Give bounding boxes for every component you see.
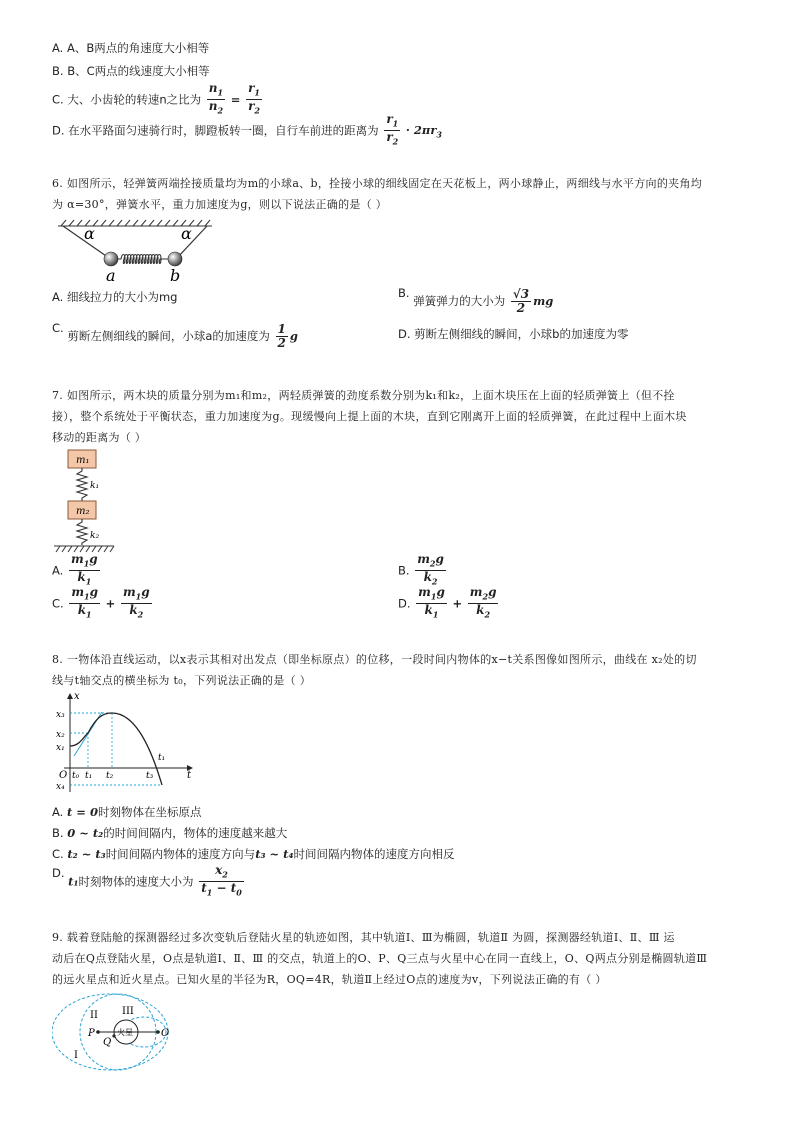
point-P bbox=[96, 1030, 100, 1034]
q8-option-c-math2: t₃ ~ t₄ bbox=[255, 847, 294, 861]
q6-spring-balls-figure bbox=[55, 218, 215, 286]
q5-option-c-label: C. 大、小齿轮的转速n之比为 bbox=[52, 92, 202, 107]
spring-k1 bbox=[77, 468, 87, 501]
origin-label: O bbox=[59, 770, 68, 781]
q7-option-b bbox=[398, 553, 448, 589]
q7-option-c-label: C. bbox=[52, 596, 64, 611]
q8-option-a-math: t = 0 bbox=[66, 805, 98, 819]
q7-option-a bbox=[52, 553, 102, 589]
tick-t2: t₂ bbox=[106, 771, 114, 781]
tick-t0: t₀ bbox=[72, 771, 80, 781]
q8-option-a bbox=[52, 805, 201, 820]
q7-stem-line2: 接），整个系统处于平衡状态，重力加速度为g。现缓慢向上提上面的木块，直到它刚离开上面的轻质弹簧，在此过程中上面木块 bbox=[52, 410, 687, 423]
q6-stem-line2: 为 α=30°，弹簧水平，重力加速度为g，则以下说法正确的是（ ） bbox=[52, 198, 388, 211]
alpha-right-label: α bbox=[181, 224, 192, 243]
q8-option-b-label: B. bbox=[52, 826, 64, 840]
q7-stem-line1: 7. 如图所示，两木块的质量分别为m₁和m₂，两轻质弹簧的劲度系数分别为k₁和k₂，上面木块压在上面的轻质弹簧上（但不拴 bbox=[52, 389, 675, 402]
q7-option-d-label: D. bbox=[398, 596, 411, 611]
x-axis-label: x bbox=[74, 691, 80, 702]
orbit-I-label: I bbox=[74, 1050, 78, 1061]
q6-option-c: C. 剪断左侧细线的瞬间，小球a的加速度为 $\frac{1}{2}$ g bbox=[52, 321, 298, 350]
orbit-II-label: II bbox=[90, 1010, 98, 1021]
q7-option-c: C. $\frac{m_1g}{k_1}$ + $\frac{m_1g}{k_2}$ bbox=[52, 585, 150, 620]
ball-b-label: b bbox=[170, 266, 181, 285]
q9-stem-line1: 9. 载着登陆舱的探测器经过多次变轨后登陆火星的轨迹如图，其中轨道Ⅰ、Ⅲ为椭圆，轨道Ⅱ 为圆，探测器经轨道Ⅰ、Ⅱ、Ⅲ 运 bbox=[52, 931, 675, 944]
fraction-m2g-over-k2-d: $\frac{m_2g}{k_2}$ bbox=[469, 585, 497, 620]
q7-blocks-springs-figure bbox=[52, 448, 116, 554]
t-axis-label: t bbox=[187, 770, 192, 781]
q6-option-b-text: 弹簧弹力的大小为 bbox=[413, 294, 506, 308]
q6-option-c-label: C. bbox=[52, 321, 64, 335]
q8-option-d-math: t₁ bbox=[68, 874, 79, 889]
point-O-label: O bbox=[161, 1028, 170, 1039]
q7-option-d: D. $\frac{m_1g}{k_1}$ + $\frac{m_2g}{k_2}$ bbox=[398, 585, 497, 620]
tick-x3: x₃ bbox=[56, 710, 65, 720]
fraction-m1g-over-k1: $\frac{m_1g}{k_1}$ bbox=[70, 552, 98, 587]
ball-b bbox=[168, 252, 182, 266]
fraction-m1g-over-k2-c: $\frac{m_1g}{k_2}$ bbox=[122, 585, 150, 620]
planet-label: 火星 bbox=[117, 1028, 133, 1037]
tick-t1: t₁ bbox=[85, 771, 93, 781]
q8-option-c-math1: t₂ ~ t₃ bbox=[67, 847, 106, 861]
q8-stem-line1: 8. 一物体沿直线运动，以x表示其相对出发点（即坐标原点）的位移，一段时间内物体的x−t关系图像如图所示，曲线在 x₂处的切 bbox=[52, 653, 697, 666]
ball-a-label: a bbox=[106, 266, 116, 285]
q8-option-d-text: 时刻物体的速度大小为 bbox=[78, 874, 194, 889]
point-Q-label: Q bbox=[103, 1037, 112, 1048]
fraction-x2-over-t1-t0: $\frac{x_2}{t_1 - t_0}$ bbox=[201, 863, 242, 898]
q6-stem bbox=[52, 173, 752, 215]
q7-stem-line3: 移动的距离为（ ） bbox=[52, 431, 147, 444]
tick-x1: x₁ bbox=[56, 743, 65, 753]
q8-option-d-label: D. bbox=[52, 866, 65, 881]
q6-option-a: A. 细线拉力的大小为mg bbox=[52, 290, 178, 304]
q8-option-b-text: 的时间间隔内，物体的速度越来越大 bbox=[103, 826, 288, 840]
fraction-m1g-over-k1-c: $\frac{m_1g}{k_1}$ bbox=[71, 585, 99, 620]
spring bbox=[117, 255, 169, 264]
fraction-n1-n2: $\frac{n_1}{n_2}$ bbox=[208, 81, 224, 116]
q5-option-d-label: D. 在水平路面匀速骑行时，脚蹬板转一圈，自行车前进的距离为 bbox=[52, 123, 379, 138]
q8-option-d bbox=[52, 864, 246, 900]
q6-option-b: B. 弹簧弹力的大小为 $\frac{√3}{2}$ mg bbox=[398, 286, 554, 315]
ground-hatch bbox=[54, 546, 114, 552]
q8-option-a-label: A. bbox=[52, 805, 64, 819]
q5-option-d: D. 在水平路面匀速骑行时，脚蹬板转一圈，自行车前进的距离为 $\frac{r_1}{r_2}$ · $2\pi r_3$ bbox=[52, 112, 442, 147]
q8-option-b-math: 0 ~ t₂ bbox=[67, 826, 104, 840]
q6-option-b-label: B. bbox=[398, 286, 410, 300]
q8-option-c-label: C. bbox=[52, 847, 64, 861]
q8-stem bbox=[52, 649, 752, 691]
q8-stem-line2: 线与t轴交点的横坐标为 t₀，下列说法正确的是（ ） bbox=[52, 674, 312, 687]
point-O bbox=[156, 1030, 160, 1034]
fraction-sqrt3-over-2: $\frac{√3}{2}$ bbox=[512, 287, 530, 315]
q9-stem-line3: 的远火星点和近火星点。已知火星的半径为R，OQ=4R，轨道Ⅱ上经过O点的速度为v，下列说法正确的有（ ） bbox=[52, 973, 607, 986]
tangent-label-t1: t₁ bbox=[158, 753, 166, 763]
point-P-label: P bbox=[88, 1028, 95, 1039]
fraction-r1-r2: $\frac{r_1}{r_2}$ bbox=[248, 81, 260, 116]
block-m1-label: m₁ bbox=[76, 455, 90, 466]
q7-option-a-label: A. bbox=[52, 563, 64, 578]
fraction-r1-r2-d: $\frac{r_1}{r_2}$ bbox=[386, 112, 399, 147]
spring-k2-label: k₂ bbox=[90, 531, 100, 541]
q8-option-b bbox=[52, 826, 287, 841]
q5-option-b: B. B、C两点的线速度大小相等 bbox=[52, 64, 210, 78]
spring-k1-label: k₁ bbox=[90, 481, 100, 491]
q6-option-d: D. 剪断左侧细线的瞬间，小球b的加速度为零 bbox=[398, 327, 629, 341]
q9-stem-line2: 动后在Q点登陆火星，O点是轨道Ⅰ、Ⅱ、Ⅲ 的交点，轨道上的O、P、Q三点与火星中心在同一直线上，O、Q两点分别是椭圆轨道Ⅲ bbox=[52, 952, 708, 965]
orbit-III-label: III bbox=[122, 1006, 134, 1017]
fraction-1-over-2: $\frac{1}{2}$ bbox=[277, 322, 286, 350]
block-m2-label: m₂ bbox=[76, 506, 90, 517]
point-Q bbox=[112, 1034, 115, 1037]
q7-option-b-label: B. bbox=[398, 563, 410, 578]
q8-option-a-text: 时刻物体在坐标原点 bbox=[97, 805, 202, 819]
q9-stem bbox=[52, 927, 752, 990]
fraction-m1g-over-k1-d: $\frac{m_1g}{k_1}$ bbox=[418, 585, 445, 620]
q8-option-c-text1: 时间间隔内物体的速度方向与 bbox=[105, 847, 256, 861]
q9-orbits-figure bbox=[52, 992, 186, 1072]
ball-a bbox=[104, 252, 118, 266]
q8-option-c bbox=[52, 847, 455, 862]
fraction-m2g-over-k2: $\frac{m_2g}{k_2}$ bbox=[417, 552, 444, 587]
q7-stem bbox=[52, 385, 752, 448]
q6-option-c-text: 剪断左侧细线的瞬间，小球a的加速度为 bbox=[67, 329, 270, 343]
spring-k2 bbox=[77, 519, 87, 545]
alpha-left-label: α bbox=[84, 224, 95, 243]
q8-x-t-graph bbox=[52, 690, 198, 798]
tick-x4: x₄ bbox=[56, 782, 65, 792]
tick-x2: x₂ bbox=[56, 730, 65, 740]
q8-option-c-text2: 时间间隔内物体的速度方向相反 bbox=[293, 847, 455, 861]
q6-stem-line1: 6. 如图所示，轻弹簧两端拴接质量均为m的小球a、b，拴接小球的细线固定在天花板上，两小球静止，两细线与水平方向的夹角均 bbox=[52, 177, 703, 190]
q5-option-a: A. A、B两点的角速度大小相等 bbox=[52, 41, 210, 55]
tick-t3: t₃ bbox=[146, 771, 154, 781]
q5-option-c: C. 大、小齿轮的转速n之比为 $\frac{n_1}{n_2}$ = $\frac{r_1}{r_2}$ bbox=[52, 81, 260, 116]
